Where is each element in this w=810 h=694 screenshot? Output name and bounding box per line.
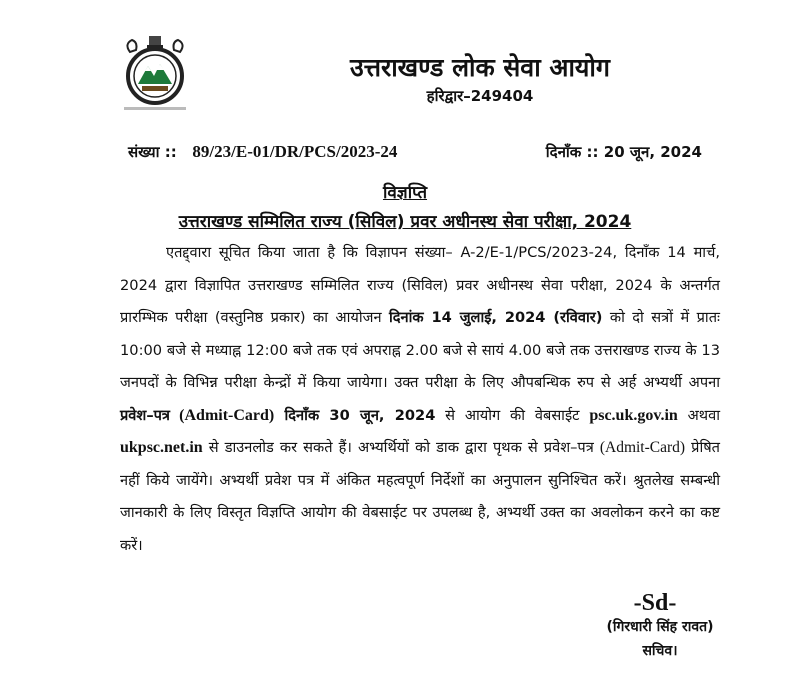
reference-date-value: 20 जून, 2024 (603, 143, 702, 161)
organization-address: हरिद्वार–249404 (426, 87, 534, 105)
admit-card-plain: (Admit-Card) (599, 439, 686, 456)
ukpsc-emblem-icon (118, 32, 192, 112)
admit-card-english: (Admit-Card) (169, 406, 275, 424)
signatory-designation: सचिव। (642, 643, 678, 659)
reference-number-label: संख्या :: (128, 143, 177, 161)
signatory-name: (गिरधारी सिंह रावत) (606, 619, 714, 635)
admit-card-highlight: प्रवेश–पत्र (120, 406, 170, 424)
reference-date (546, 142, 702, 162)
website-link-1[interactable]: psc.uk.gov.in (589, 406, 678, 424)
reference-number-value: 89/23/E-01/DR/PCS/2023-24 (192, 142, 398, 161)
body-text-4: अथवा (677, 406, 720, 424)
body-text-5: से डाउनलोड कर सकते हैं। अभ्यर्थियों को डाक द्वारा पृथक से प्रवेश–पत्र (202, 439, 600, 456)
signed-mark: -Sd- (633, 590, 677, 616)
reference-number (128, 142, 397, 162)
body-text-1: एतद्द्वारा सूचित किया जाता है कि विज्ञापन संख्या– A-2/E-1/PCS/2023-24, दिनाँक 14 मार्च, 2024 द्वारा विज्ञापित उत्तराखण्ड सम्मिलित राज्य (सिविल) प्रवर अधीनस्थ सेवा परीक्षा, 2024 के अन्तर्गत प्रारम्भिक परीक्षा (वस्तुनिष्ठ प्रकार) का आयोजन (120, 244, 720, 326)
website-link-2[interactable]: ukpsc.net.in (120, 439, 203, 456)
download-date-highlight: दिनाँक 30 जून, 2024 (274, 406, 436, 424)
reference-date-label: दिनाँक :: (545, 143, 599, 161)
organization-name: उत्तराखण्ड लोक सेवा आयोग (350, 53, 610, 82)
exam-title: उत्तराखण्ड सम्मिलित राज्य (सिविल) प्रवर अधीनस्थ सेवा परीक्षा, 2024 (178, 212, 632, 232)
exam-date-highlight: दिनांक 14 जुलाई, 2024 (रविवार) (389, 309, 603, 326)
notice-body (120, 237, 720, 562)
body-text-3: से आयोग की वेबसाईट (435, 406, 590, 424)
body-text-6: प्रेषित नहीं किये जायेंगे। अभ्यर्थी प्रवेश पत्र में अंकित महत्वपूर्ण निर्देशों का अनुपालन सुनिश्चित करें। श्रुतलेख सम्बन्धी जानकारी के लिए विस्तृत विज्ञप्ति आयोग की वेबसाईट पर उपलब्ध है, अभ्यर्थी उक्त का अवलोकन करने का कष्ट करें। (120, 439, 720, 554)
body-text-2: को दो सत्रों में प्रातः 10:00 बजे से मध्याह्न 12:00 बजे तक एवं अपराह्न 2.00 बजे से सायं 4.00 बजे तक उत्तराखण्ड राज्य के 13 जनपदों के विभिन्न परीक्षा केन्द्रों में किया जायेगा। उक्त परीक्षा के लिए औपबन्धिक रुप से अर्ह अभ्यर्थी अपना (120, 309, 720, 391)
notice-title: विज्ञप्ति (382, 183, 428, 203)
reference-line (128, 142, 702, 164)
